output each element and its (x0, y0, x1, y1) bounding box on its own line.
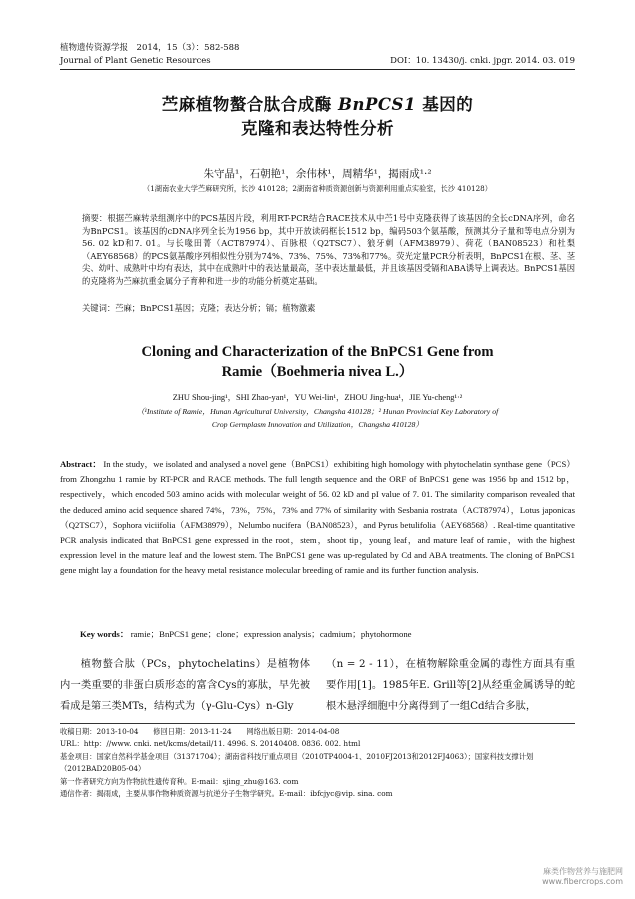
title-en-line1: Cloning and Characterization of the BnPCS1 Gene from (141, 344, 494, 360)
authors-cn: 朱守晶¹，石朝艳¹，余伟林¹，周精华¹，揭雨成¹·² (203, 168, 432, 180)
footnote-dates: 收稿日期：2013-10-04 修回日期：2013-11-24 网络出版日期：2014-04-08 (60, 727, 340, 736)
body-column-2: （n = 2 - 11），在植物解除重金属的毒性方面具有重要作用[1]。1985年E. Grill等[2]从经重金属诱导的蛇根木悬浮细胞中分离得到了一组Cd结合多肽， (326, 658, 575, 712)
title-en-line2: Ramie（Boehmeria nivea L.） (221, 364, 414, 380)
footnote-funding: 基金项目：国家自然科学基金项目（31371704）；湖南省科技厅重点项目（2010TP4004-1、2010FJ2013和2012FJ4063）；国家科技支撑计划（2012BAD20B05-04） (60, 751, 534, 774)
doi: DOI：10. 13430/j. cnki. jpgr. 2014. 03. 019 (390, 56, 575, 66)
abstract-cn-label: 摘要： (82, 213, 108, 223)
affiliations-en-line2: Crop Germplasm Innovation and Utilization，Changsha 410128） (211, 420, 424, 429)
footnotes (60, 726, 575, 800)
abstract-en-label: Abstract： (60, 459, 102, 469)
title-gene: BnPCS1 (338, 95, 416, 114)
keywords-cn: 关键词：苎麻；BnPCS1基因；克隆；表达分析；镉；植物激素 (82, 303, 316, 313)
header-rule (60, 69, 575, 70)
footnote-corresponding-author: 通信作者：揭雨成，主要从事作物种质资源与抗逆分子生物学研究。E-mail：ibfcjyc@vip. sina. com (60, 789, 393, 799)
title-cn-line1: 苎麻植物螯合肽合成酶 BnPCS1 基因的 (161, 95, 474, 114)
affiliations-en-line1: （¹Institute of Ramie，Hunan Agricultural University，Changsha 410128；² Hunan Provincial Key Laboratory of (136, 407, 499, 416)
title-cn-line2: 克隆和表达特性分析 (241, 119, 394, 138)
keywords-en: Key words： ramie；BnPCS1 gene；clone；expression analysis；cadmium；phytohormone (80, 629, 412, 639)
abstract-en (60, 457, 575, 579)
watermark: 麻类作物营养与施肥网 www.fibercrops.com (542, 867, 623, 886)
volume-info: 2014，15（3）：582-588 (136, 43, 240, 53)
journal-name-cn: 植物遗传资源学报 2014，15（3）：582-588 (60, 43, 240, 53)
footnote-rule (60, 723, 575, 724)
body-column-1: 植物螯合肽（PCs，phytochelatins）是植物体内一类重要的非蛋白质形态的富含Cys的寡肽，早先被看成是第三类MTs，结构式为（γ-Glu-Cys）n-Gly (60, 658, 310, 712)
authors-en: ZHU Shou-jing¹，SHI Zhao-yan¹，YU Wei-lin¹，ZHOU Jing-hua¹，JIE Yu-cheng¹·² (172, 393, 463, 402)
footnote-url[interactable]: URL：http：//www. cnki. net/kcms/detail/11. 4996. S. 20140408. 0836. 002. html (60, 739, 361, 749)
abstract-en-text: In the study，we isolated and analysed a novel gene（BnPCS1）exhibiting high homology with phytochelatin synthase gene（PCS）from Zhongzhu 1 ramie by RT-PCR and RACE methods. The full length sequence and the ORF of BnPCS1 gene was 1956 bp and 1512 bp，respectively，which encoded 503 amino acids with molecular weight of 56. 02 kD and pI value of 7. 01. The similarity comparison revealed that the deduced amino acid sequence shared 74%，73%，75%，73% and 77% of similarity with Sesbania rostrata（ACT87974），Lotus japonicas（Q2TSC7），Sophora viciifolia（AFM38979），Nelumbo nucifera（BAN08523），and Pyrus betulifolia（AEY68568）. Real-time quantitative PCR analysis indicated that BnPCS1 gene expressed in the root，stem，shoot tip，young leaf，and mature leaf of ramie，with the highest expression level in the mature leaf and the lowest stem. The BnPCS1 gene was up-regulated by Cd and ABA treatments. The cloning of BnPCS1 gene might lay a foundation for the heavy metal resistance molecular breeding of ramie and its further function analysis. (60, 459, 576, 576)
abstract-cn (82, 212, 575, 288)
footnote-first-author: 第一作者研究方向为作物抗性遗传育种。E-mail：sjing_zhu@163. com (60, 776, 299, 786)
journal-name-en: Journal of Plant Genetic Resources (60, 56, 211, 66)
affiliations-cn: （1湖南农业大学苎麻研究所，长沙 410128；2湖南省种质资源创新与资源利用重点实验室，长沙 410128） (143, 184, 492, 193)
abstract-cn-text: 根据苎麻转录组测序中的PCS基因片段，利用RT-PCR结合RACE技术从中苎1号中克隆获得了该基因的全长cDNA序列，命名为BnPCS1。该基因的cDNA序列全长为1956 bp，其中开放读码框长1512 bp，编码503个氨基酸，预测其分子量和等电点分别为56. 02 kD和7. 01。与长喙田菁（ACT87974）、百脉根（Q2TSC7）、狼牙刺（AFM38979）、荷花（BAN08523）和杜梨（AEY68568）的PCS氨基酸序列相似性分别为74%、73%、75%、73%和77%。荧光定量PCR分析表明，BnPCS1在根、茎、茎尖、幼叶、成熟叶中均有表达，其中在成熟叶中的表达量最高，茎中表达量最低，并且该基因受镉和ABA诱导上调表达。BnPCS1基因的克隆将为苎麻抗重金属分子育种和进一步的功能分析奠定基础。 (82, 213, 575, 286)
